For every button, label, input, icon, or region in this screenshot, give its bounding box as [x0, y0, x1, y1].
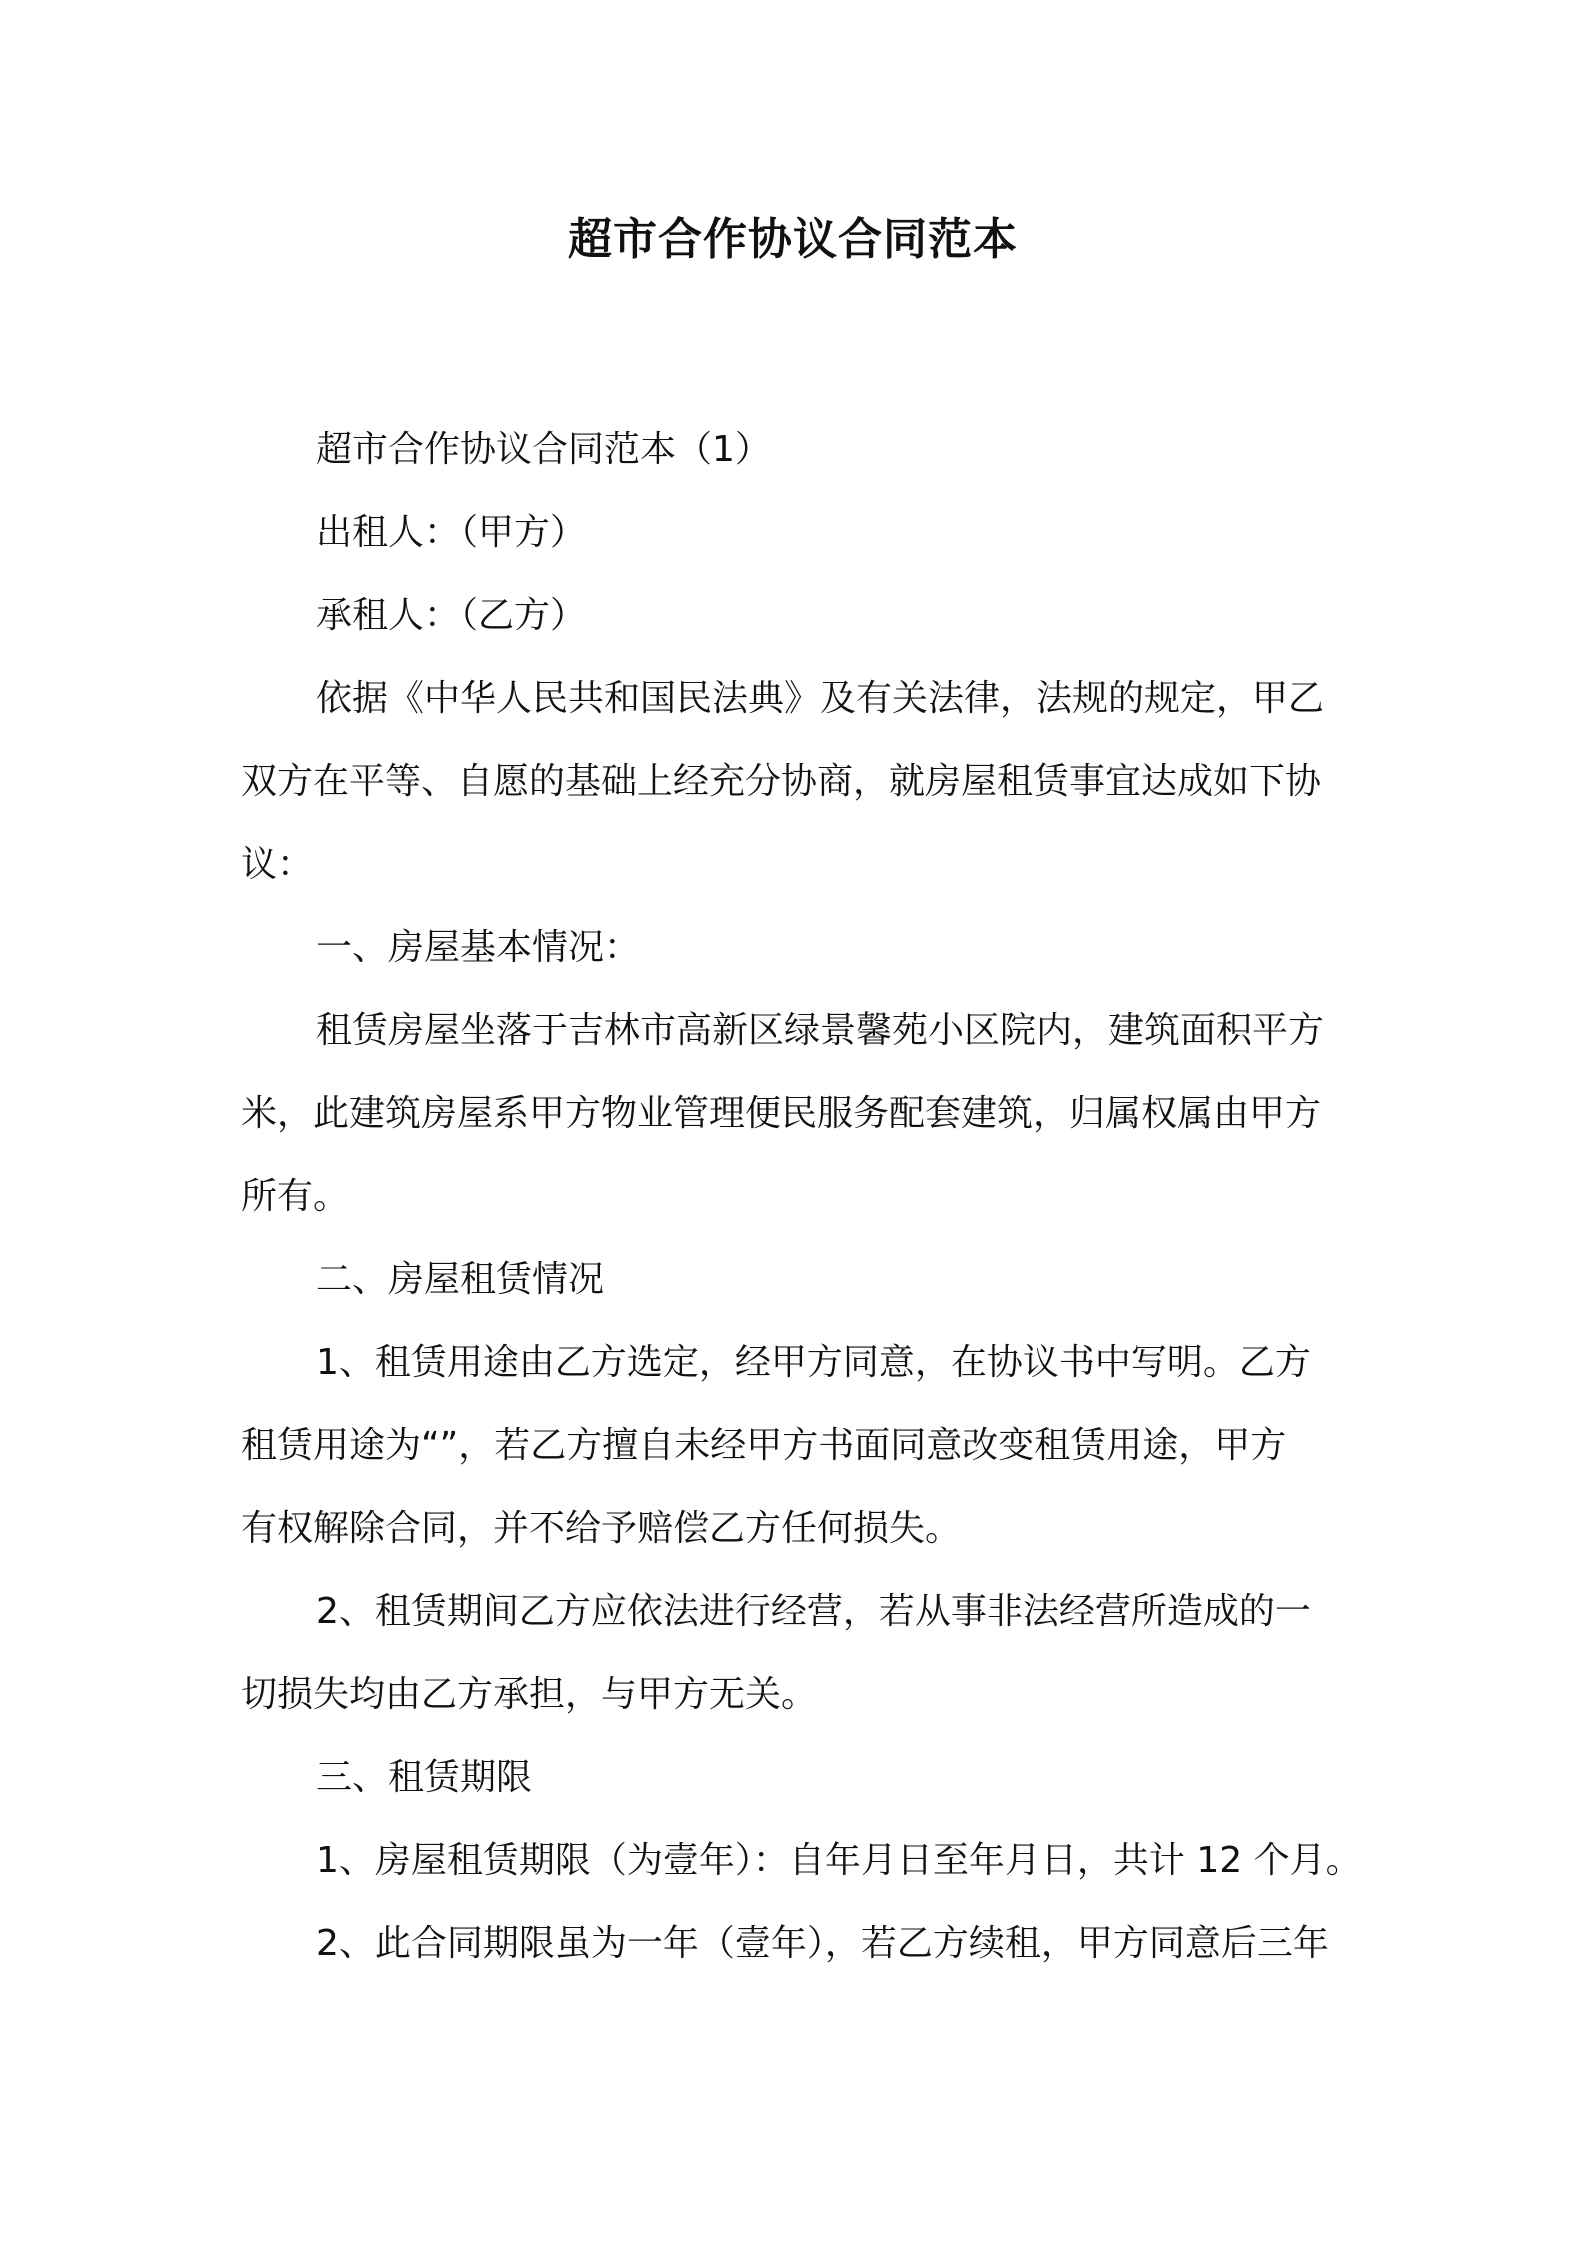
page-title: 超市合作协议合同范本 — [568, 214, 1018, 265]
section-line: 切损失均由乙方承担，与甲方无关。 — [241, 1674, 818, 1715]
subtitle: 超市合作协议合同范本（1） — [316, 429, 771, 470]
section-line: 1、租赁用途由乙方选定，经甲方同意，在协议书中写明。乙方 — [316, 1342, 1311, 1383]
section-line: 米，此建筑房屋系甲方物业管理便民服务配套建筑，归属权属由甲方 — [241, 1093, 1322, 1134]
section-heading: 一、房屋基本情况： — [316, 927, 641, 968]
preamble-line: 议： — [241, 844, 314, 885]
document-body — [241, 408, 1362, 1985]
section-heading: 三、租赁期限 — [316, 1757, 533, 1798]
section-line: 租赁用途为“”，若乙方擅自未经甲方书面同意改变租赁用途，甲方 — [241, 1425, 1287, 1466]
section-line: 所有。 — [241, 1176, 350, 1217]
section-line: 有权解除合同，并不给予赔偿乙方任何损失。 — [241, 1508, 962, 1549]
section-line: 2、租赁期间乙方应依法进行经营，若从事非法经营所造成的一 — [316, 1591, 1311, 1632]
lessee-line: 承租人：（乙方） — [316, 595, 587, 636]
section-line: 2、此合同期限虽为一年（壹年），若乙方续租，甲方同意后三年 — [316, 1923, 1329, 1964]
lessor-line: 出租人：（甲方） — [316, 512, 587, 553]
section-heading: 二、房屋租赁情况 — [316, 1259, 605, 1300]
preamble-line: 双方在平等、自愿的基础上经充分协商，就房屋租赁事宜达成如下协 — [241, 761, 1322, 802]
section-line: 租赁房屋坐落于吉林市高新区绿景馨苑小区院内，建筑面积平方 — [316, 1010, 1325, 1051]
section-line: 1、房屋租赁期限（为壹年）：自年月日至年月日，共计 12 个月。 — [316, 1840, 1362, 1881]
preamble-line: 依据《中华人民共和国民法典》及有关法律，法规的规定，甲乙 — [316, 678, 1325, 719]
